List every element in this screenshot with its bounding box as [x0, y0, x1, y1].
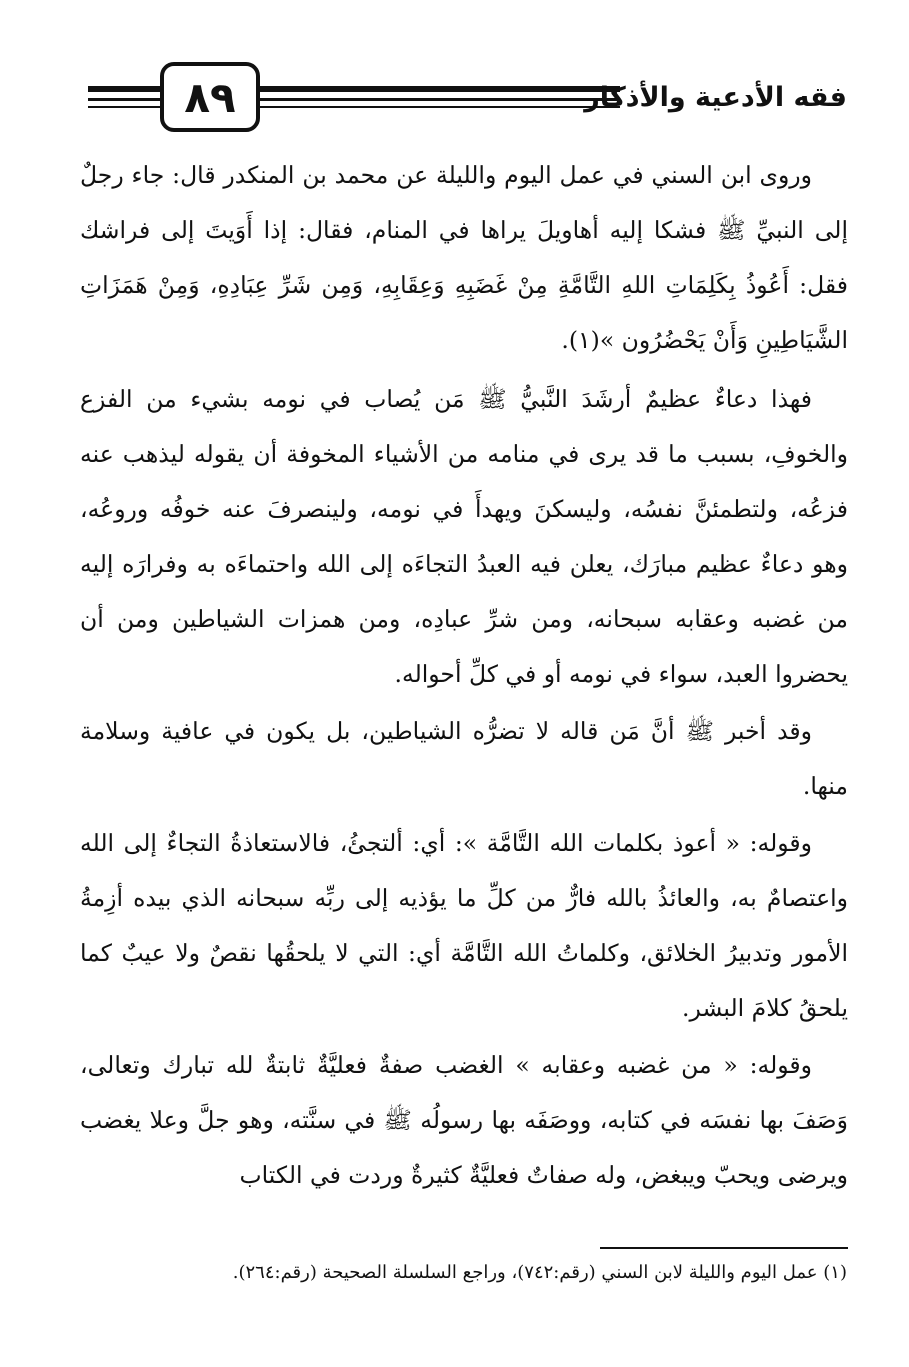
main-text	[80, 148, 848, 1205]
paragraph: وقوله: « من غضبه وعقابه » الغضب صفةٌ فعليَّةٌ ثابتةٌ لله تبارك وتعالى، وَصَفَ بها نفسَه في كتابه، ووصَفَه بها رسولُه ﷺ في سنَّته، وهو جلَّ وعلا يغضب ويرضى ويحبّ ويبغض، وله صفاتٌ فعليَّةٌ كثيرةٌ وردت في الكتاب	[80, 1051, 848, 1189]
paragraph: فهذا دعاءٌ عظيمٌ أرشَدَ النَّبيُّ ﷺ مَن يُصاب في نومه بشيء من الفزع والخوفِ، بسبب ما قد يرى في منامه من الأشياء المخوفة أن يقوله ليذهب عنه فزعُه، ولتطمئنَّ نفسُه، وليسكنَ ويهدأَ في نومه، ولينصرفَ عنه خوفُه وروعُه، وهو دعاءٌ عظيم مبارَك، يعلن فيه العبدُ التجاءَه إلى الله واحتماءَه به وفرارَه إليه من غضبه وعقابه سبحانه، ومن شرِّ عبادِه، ومن همزات الشياطين ومن أن يحضروا العبد، سواء في نومه أو في كلِّ أحواله.	[80, 385, 848, 688]
header-rule-thin-bottom-right	[252, 106, 620, 108]
paragraph: وقد أخبر ﷺ أنَّ مَن قاله لا تضرُّه الشياطين، بل يكون في عافية وسلامة منها.	[80, 717, 848, 800]
header-rule-thick	[88, 86, 160, 92]
footnote-divider	[600, 1247, 848, 1249]
footnote: (١) عمل اليوم والليلة لابن السني (رقم:٧٤٢)، وراجع السلسلة الصحيحة (رقم:٢٦٤).	[232, 1262, 847, 1283]
header-rule-thin-bottom	[88, 106, 160, 108]
paragraph: وروى ابن السني في عمل اليوم والليلة عن محمد بن المنكدر قال: جاء رجلٌ إلى النبيِّ ﷺ فشكا إليه أهاويلَ يراها في المنام، فقال: إذا أَوَيتَ إلى فراشك فقل: أَعُوذُ بِكَلِمَاتِ اللهِ التَّامَّةِ مِنْ غَضَبِهِ وَعِقَابِهِ، وَمِن شَرِّ عِبَادِهِ، وَمِنْ هَمَزَاتِ الشَّيَاطِينِ وَأَنْ يَحْضُرُون »(١).	[80, 161, 848, 354]
paragraph: وقوله: « أعوذ بكلمات الله التَّامَّة »: أي: ألتجئُ، فالاستعاذةُ التجاءٌ إلى الله واعتصامٌ به، والعائذُ بالله فارٌّ من كلِّ ما يؤذيه إلى ربِّه سبحانه الذي بيده أزِمةُ الأمور وتدبيرُ الخلائق، وكلماتُ الله التَّامَّة أي: التي لا يلحقُها نقصٌ ولا عيبٌ كما يلحقُ كلامَ البشر.	[80, 829, 848, 1022]
page-number: ٨٩	[160, 62, 260, 132]
page-header	[0, 0, 909, 140]
header-rule-thin	[88, 98, 160, 101]
header-rule-thin-right	[252, 98, 620, 101]
header-rule-thick-right	[252, 86, 620, 92]
running-title: فقه الأدعية والأذكار	[584, 82, 847, 113]
